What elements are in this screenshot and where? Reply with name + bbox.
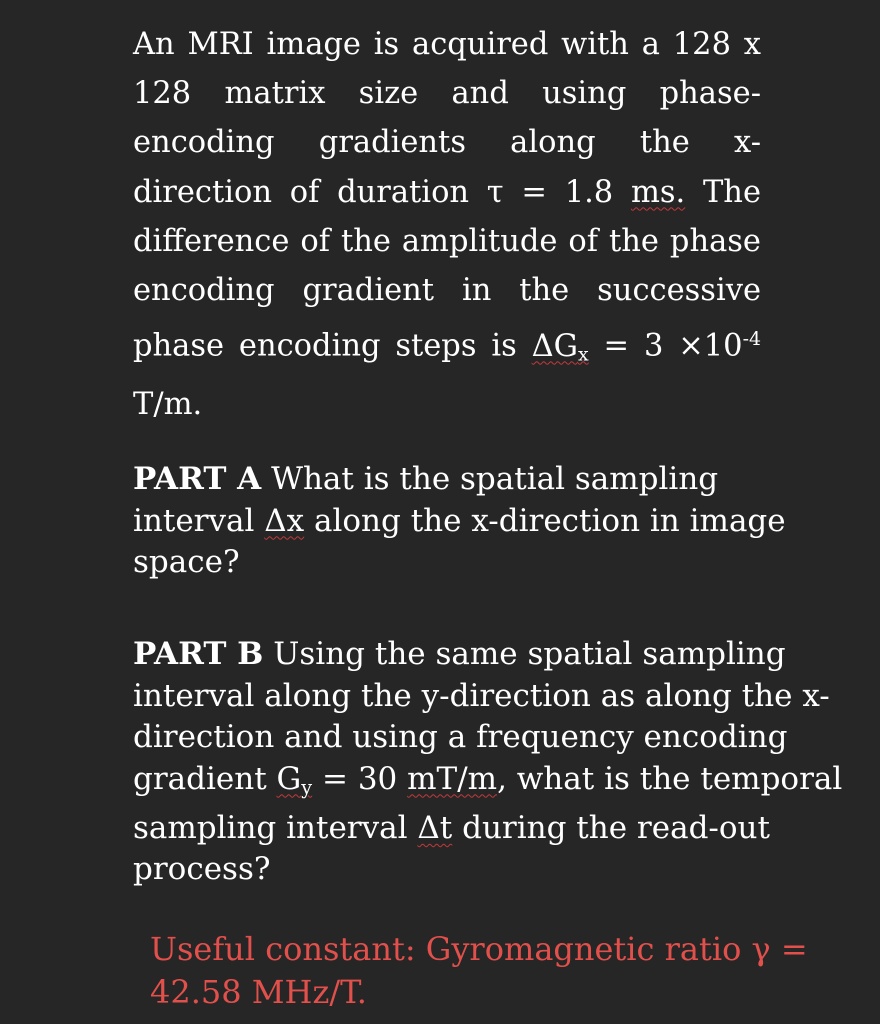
part-b-question [133, 634, 853, 891]
part-a-label: PART A [133, 461, 262, 497]
exponent: -4 [742, 328, 761, 351]
useful-constant: Useful constant: Gyromagnetic ratio γ = 42.58 MHz/T. [150, 930, 808, 1011]
intro-text: = 3 ×10 [588, 328, 743, 364]
delta-t-symbol: Δt [417, 809, 453, 846]
part-b-label: PART B [133, 636, 264, 672]
gradient-unit: mT/m [407, 760, 498, 797]
intro-text: An MRI image is acquired with a 128 x 128 matrix size and using phase-encoding gradients along the x-direction of duration τ = 1.8 [133, 27, 761, 210]
delta-g-symbol: $\Delta G_x$ [531, 328, 589, 366]
part-b-text: = 30 [312, 760, 408, 797]
part-a-text: along the x-direction in image space? [133, 502, 786, 580]
part-b-text: , what is the temporal sampling interval [133, 760, 843, 846]
part-a-question [133, 459, 833, 584]
part-b-text: Using the same spatial sampling interval along the y-direction as along the x-direction and using a frequency encoding gradient [133, 636, 830, 797]
intro-text: T/m. [133, 386, 203, 422]
g-y-symbol: $G_y$ [276, 760, 313, 799]
part-a-text: What is the spatial sampling interval [133, 461, 719, 539]
duration-unit: ms. [630, 174, 686, 210]
intro-text: The difference of the amplitude of the phase encoding gradient in the successive phase encoding steps is [133, 174, 762, 364]
part-b-text: during the read-out process? [133, 809, 770, 888]
problem-statement [133, 20, 761, 429]
delta-x-symbol: Δx [264, 502, 305, 539]
